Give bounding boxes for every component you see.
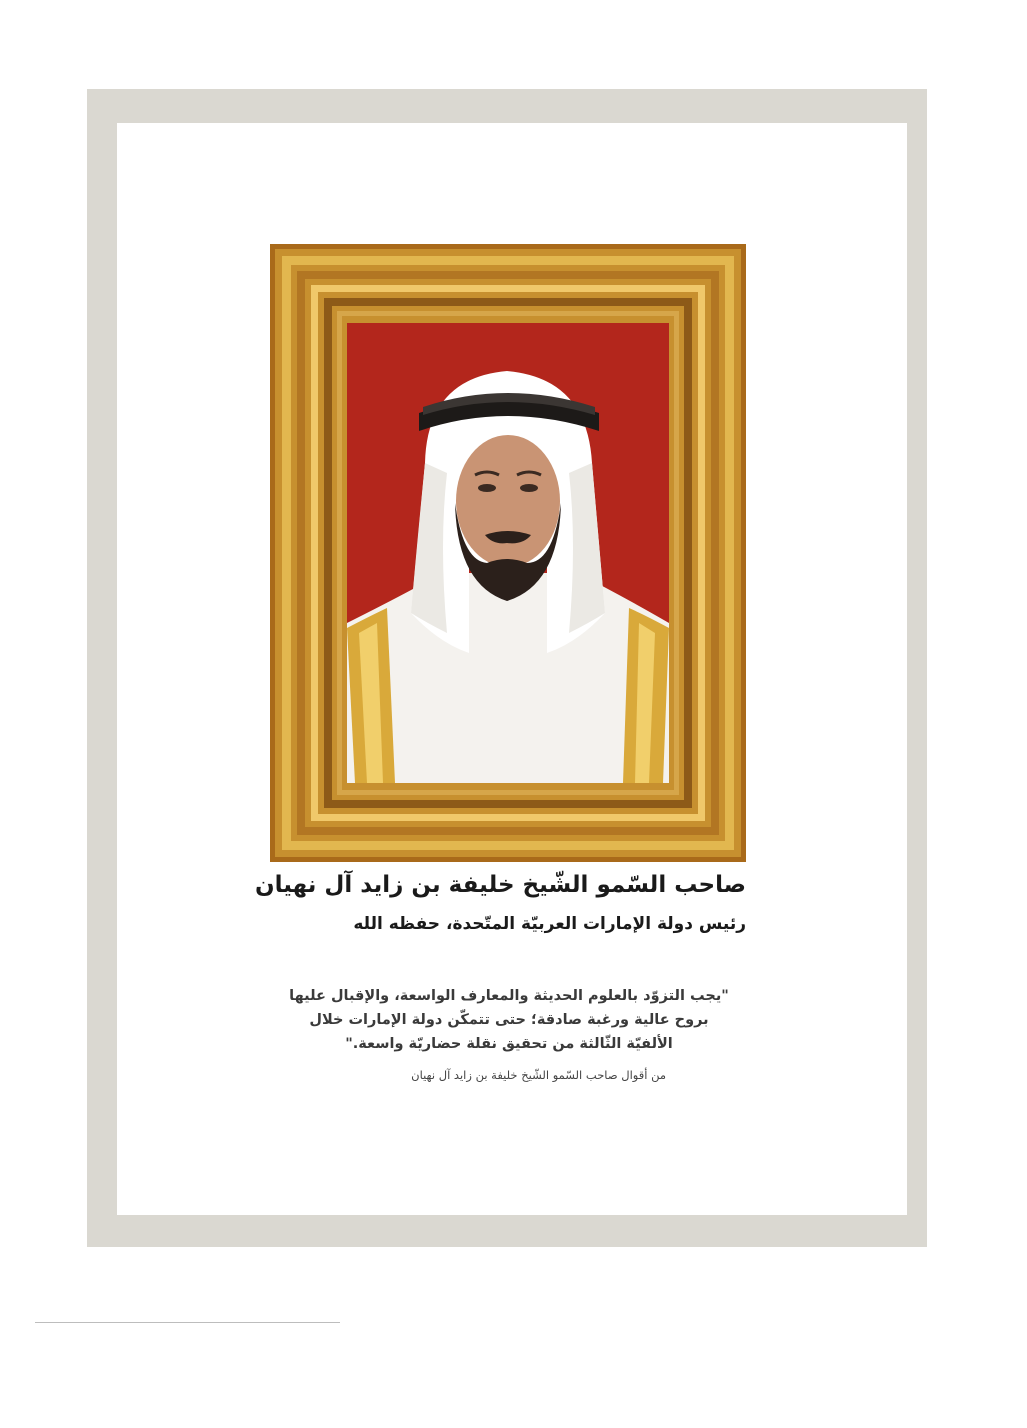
quote-block <box>280 984 738 1056</box>
caption-title: صاحب السّمو الشّيخ خليفة بن زايد آل نهيان <box>254 872 746 898</box>
eye-right <box>520 484 538 492</box>
quote-line: بروح عالية ورغبة صادقة؛ حتى تتمكّن دولة الإمارات خلال <box>309 1012 709 1028</box>
eye-left <box>478 484 496 492</box>
divider <box>35 1322 340 1323</box>
quote-line: "يجب التزوّد بالعلوم الحديثة والمعارف الواسعة، والإقبال عليها <box>289 988 729 1004</box>
face <box>456 435 560 567</box>
portrait-frame <box>270 244 746 862</box>
quote-line: الألفيّة الثّالثة من تحقيق نقلة حضاريّة واسعة." <box>345 1036 673 1052</box>
quote-attribution: من أقوال صاحب السّمو الشّيخ خليفة بن زايد آل نهيان <box>411 1068 666 1082</box>
robe <box>347 573 669 783</box>
portrait-illustration <box>347 323 669 783</box>
caption-subtitle: رئيس دولة الإمارات العربيّة المتّحدة، حفظه الله <box>353 914 746 934</box>
portrait-photo <box>347 323 669 783</box>
